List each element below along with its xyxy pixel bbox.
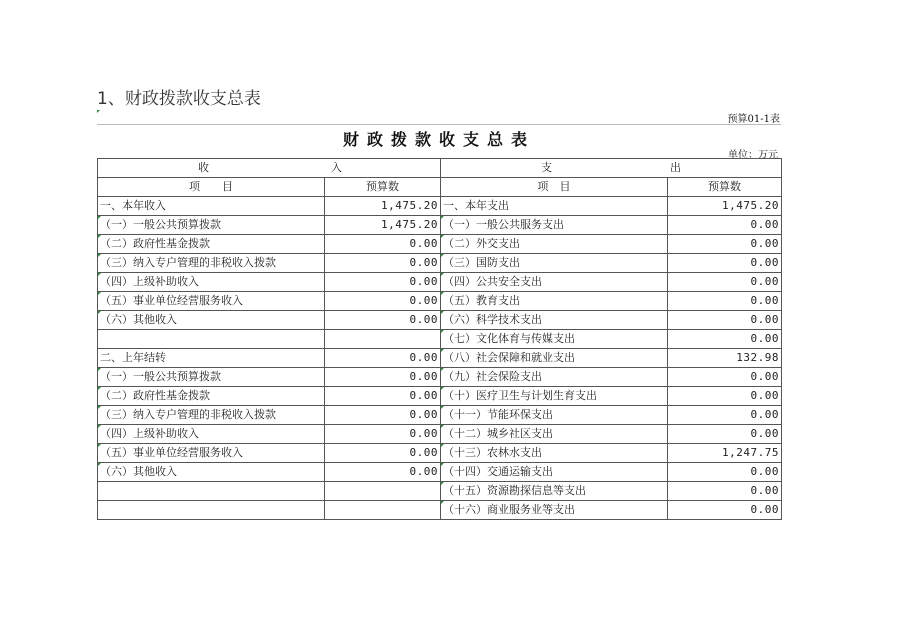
expense-value-cell: 0.00 [668, 254, 782, 273]
income-item-header: 项 目 [98, 178, 325, 197]
expense-item-cell: 一、本年支出 [441, 197, 668, 216]
income-item-cell [98, 482, 325, 501]
expense-item-cell: （一）一般公共服务支出 [441, 216, 668, 235]
table-row [98, 216, 782, 235]
income-header-right: 入 [331, 161, 342, 174]
expense-item-cell: （十二）城乡社区支出 [441, 425, 668, 444]
table-row [98, 368, 782, 387]
table-row [98, 311, 782, 330]
expense-header-right: 出 [670, 161, 681, 174]
expense-item-cell: （十三）农林水支出 [441, 444, 668, 463]
expense-value-cell: 0.00 [668, 368, 782, 387]
top-rule [97, 124, 781, 125]
income-value-cell: 0.00 [325, 425, 441, 444]
income-item-cell: 一、本年收入 [98, 197, 325, 216]
expense-budget-header: 预算数 [668, 178, 782, 197]
table-row [98, 235, 782, 254]
income-value-cell: 0.00 [325, 406, 441, 425]
expense-item-cell: （八）社会保障和就业支出 [441, 349, 668, 368]
income-item-cell: （二）政府性基金拨款 [98, 387, 325, 406]
table-row [98, 349, 782, 368]
income-value-cell: 0.00 [325, 311, 441, 330]
income-item-cell: （一）一般公共预算拨款 [98, 216, 325, 235]
income-value-cell: 0.00 [325, 292, 441, 311]
expense-item-cell: （十五）资源勘探信息等支出 [441, 482, 668, 501]
expense-value-cell: 0.00 [668, 482, 782, 501]
table-row [98, 406, 782, 425]
income-value-cell [325, 501, 441, 520]
income-item-cell: （三）纳入专户管理的非税收入拨款 [98, 406, 325, 425]
income-budget-header: 预算数 [325, 178, 441, 197]
form-code: 预算01-1表 [727, 114, 780, 125]
income-value-cell: 0.00 [325, 368, 441, 387]
income-value-cell: 0.00 [325, 235, 441, 254]
income-item-cell: （一）一般公共预算拨款 [98, 368, 325, 387]
section-heading: 1、财政拨款收支总表 [97, 89, 261, 109]
income-item-cell [98, 501, 325, 520]
income-header [98, 159, 441, 178]
income-value-cell: 1,475.20 [325, 197, 441, 216]
table-row [98, 197, 782, 216]
income-value-cell: 0.00 [325, 273, 441, 292]
expense-item-cell: （十）医疗卫生与计划生育支出 [441, 387, 668, 406]
income-item-cell: （六）其他收入 [98, 463, 325, 482]
expense-value-cell: 0.00 [668, 216, 782, 235]
header-row-2 [98, 178, 782, 197]
expense-value-cell: 1,475.20 [668, 197, 782, 216]
income-value-cell: 0.00 [325, 463, 441, 482]
expense-value-cell: 0.00 [668, 311, 782, 330]
expense-header-left: 支 [541, 161, 552, 174]
expense-header [441, 159, 782, 178]
expense-value-cell: 0.00 [668, 463, 782, 482]
expense-value-cell: 0.00 [668, 406, 782, 425]
expense-value-cell: 0.00 [668, 425, 782, 444]
income-item-cell: （四）上级补助收入 [98, 273, 325, 292]
income-value-cell: 0.00 [325, 387, 441, 406]
expense-item-cell: （五）教育支出 [441, 292, 668, 311]
cell-marker [97, 110, 100, 113]
expense-item-header: 项 目 [441, 178, 668, 197]
expense-value-cell: 0.00 [668, 501, 782, 520]
unit-label: 单位：万元 [728, 150, 778, 161]
table-row [98, 330, 782, 349]
table-body [98, 197, 782, 520]
table-row [98, 387, 782, 406]
income-item-cell: （四）上级补助收入 [98, 425, 325, 444]
table-row [98, 425, 782, 444]
table-row [98, 482, 782, 501]
expense-item-cell: （四）公共安全支出 [441, 273, 668, 292]
income-value-cell: 0.00 [325, 254, 441, 273]
expense-item-cell: （十四）交通运输支出 [441, 463, 668, 482]
income-value-cell: 1,475.20 [325, 216, 441, 235]
expense-value-cell: 0.00 [668, 292, 782, 311]
table-row [98, 463, 782, 482]
expense-item-cell: （二）外交支出 [441, 235, 668, 254]
expense-item-cell: （三）国防支出 [441, 254, 668, 273]
budget-table [97, 158, 782, 520]
income-value-cell [325, 330, 441, 349]
income-item-cell: （五）事业单位经营服务收入 [98, 444, 325, 463]
table-row [98, 444, 782, 463]
table-row [98, 501, 782, 520]
table-row [98, 254, 782, 273]
income-item-cell: 二、上年结转 [98, 349, 325, 368]
income-value-cell: 0.00 [325, 349, 441, 368]
income-header-left: 收 [198, 161, 209, 174]
income-value-cell [325, 482, 441, 501]
header-row-1 [98, 159, 782, 178]
income-value-cell: 0.00 [325, 444, 441, 463]
income-item-cell [98, 330, 325, 349]
expense-item-cell: （七）文化体育与传媒支出 [441, 330, 668, 349]
expense-value-cell: 132.98 [668, 349, 782, 368]
expense-value-cell: 0.00 [668, 387, 782, 406]
income-item-cell: （二）政府性基金拨款 [98, 235, 325, 254]
expense-item-cell: （十一）节能环保支出 [441, 406, 668, 425]
table-row [98, 292, 782, 311]
table-row [98, 273, 782, 292]
expense-value-cell: 0.00 [668, 330, 782, 349]
expense-item-cell: （十六）商业服务业等支出 [441, 501, 668, 520]
income-item-cell: （五）事业单位经营服务收入 [98, 292, 325, 311]
expense-value-cell: 0.00 [668, 273, 782, 292]
expense-value-cell: 1,247.75 [668, 444, 782, 463]
expense-item-cell: （九）社会保险支出 [441, 368, 668, 387]
expense-value-cell: 0.00 [668, 235, 782, 254]
expense-item-cell: （六）科学技术支出 [441, 311, 668, 330]
income-item-cell: （六）其他收入 [98, 311, 325, 330]
income-item-cell: （三）纳入专户管理的非税收入拨款 [98, 254, 325, 273]
table-title: 财政拨款收支总表 [342, 130, 535, 149]
